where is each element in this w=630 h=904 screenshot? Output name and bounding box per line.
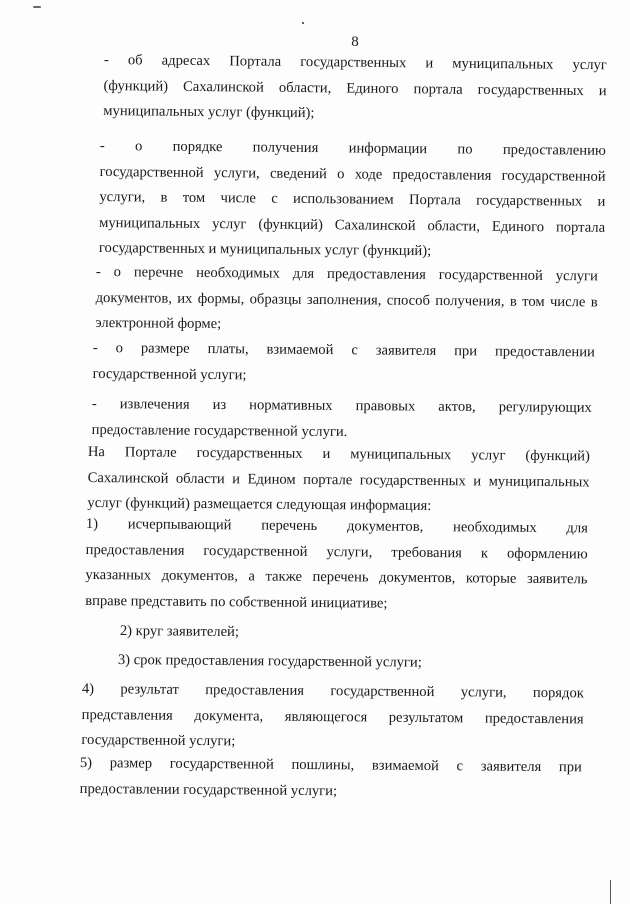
text-line: муниципальных услуг (функций) Сахалинской области, Единого портала [99,214,606,236]
text-line: указанных документов, а также перечень документов, которые заявитель [85,566,588,588]
list-item [85,512,588,618]
text-line: 1) исчерпывающий перечень документов, необходимых для [85,515,588,537]
paragraph [103,48,607,130]
text-line: предоставления государственной услуги, требования к оформлению [85,541,588,562]
text-line: предоставление государственной услуги. [91,421,348,440]
text-line: 4) результат предоставления государственной услуги, порядок [81,680,584,702]
scan-artifact [33,6,41,8]
text-line: представления документа, являющегося результатом предоставления [81,706,584,727]
paragraph [99,134,606,266]
text-line: документов, их формы, образцы заполнения, способ получения, в том числе в [95,289,598,310]
text-line: услуги, в том числе с использованием Портала государственных и [99,188,606,210]
text-line: - извлечения из нормативных правовых актов, регулирующих [91,395,592,416]
text-line: 2) круг заявителей; [119,622,240,641]
list-item [81,677,584,758]
paragraph [92,392,592,447]
text-line: 5) размер государственной пошлины, взимаемой с заявителя при [79,754,582,776]
scan-artifact [302,22,304,24]
paragraph [87,440,590,521]
text-line: - об адресах Портала государственных и муниципальных услуг [103,51,607,74]
text-line: электронной форме; [95,314,222,333]
text-line: Сахалинской области и Едином портале государственных и муниципальных [87,469,590,490]
paragraph [93,336,595,391]
text-line: - о размере платы, взимаемой с заявителя при предоставлении [92,339,595,361]
text-line: предоставлении государственной услуги; [79,780,338,799]
text-line: вправе представить по собственной инициативе; [85,592,388,612]
paragraph [95,260,598,341]
text-line: государственной услуги, сведений о ходе предоставления государственной [99,163,606,185]
text-line: государственной услуги; [81,731,236,750]
page-number: 8 [351,34,359,50]
text-line: - о перечне необходимых для предоставления государственной услуги [95,263,598,285]
text-line: государственной услуги; [92,365,247,383]
list-item [80,751,582,806]
text-line: 3) срок предоставления государственной услуги; [117,651,422,671]
list-item [118,648,478,677]
text-line: На Портале государственных и муниципальных услуг (функций) [87,443,590,465]
list-item [120,619,440,647]
text-line: муниципальных услуг (функций); [103,102,315,122]
text-line: государственных и муниципальных услуг (функций); [98,239,432,260]
text-line: - о порядке получения информации по предоставлению [99,137,606,159]
text-line: услуг (функций) размещается следующая информация: [87,494,432,514]
scan-artifact [610,880,611,904]
text-line: (функций) Сахалинской области, Единого портала государственных и [103,77,607,99]
